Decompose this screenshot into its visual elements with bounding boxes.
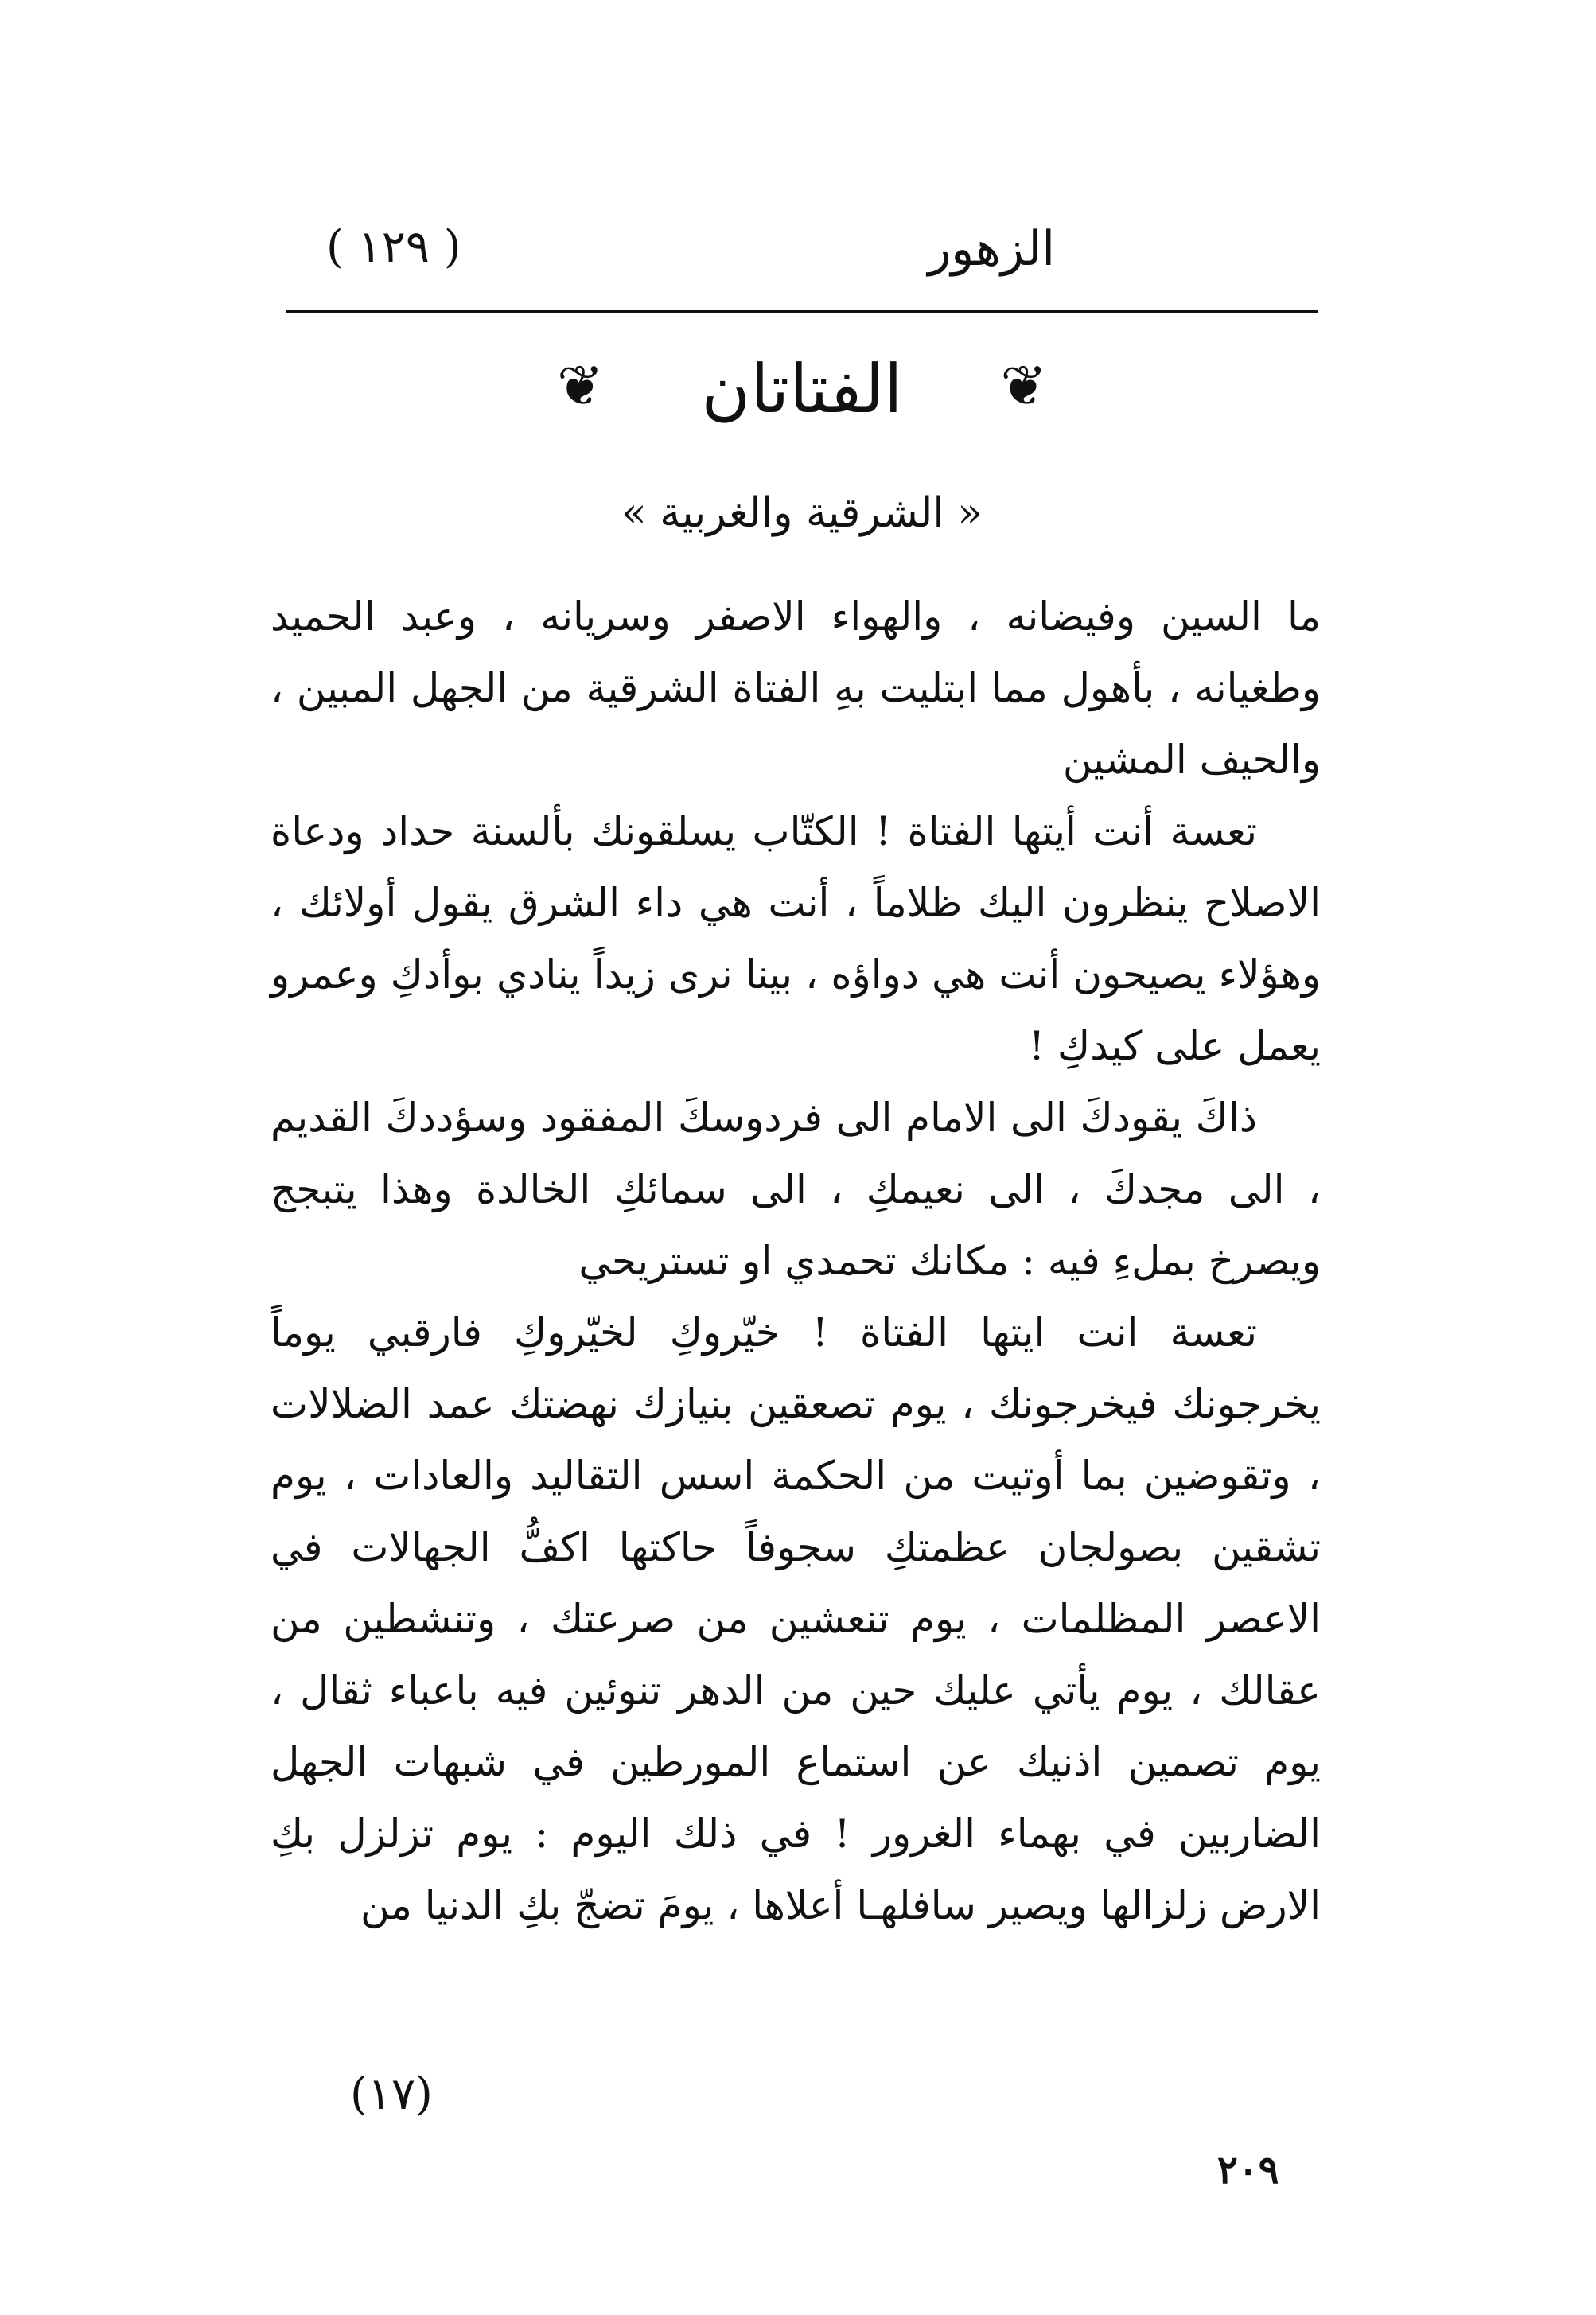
article-body bbox=[271, 581, 1321, 1941]
paragraph-2: تعسة أنت أيتها الفتاة ! الكتّاب يسلقونك بألسنة حداد ودعاة الاصلاح ينظرون اليك ظلاماً ، أنت هي داء الشرق يقول أولائك ، وهؤلاء يصيحون أنت هي دواؤه ، بينا نرى زيداً ينادي بوأدكِ وعمرو يعمل على كيدكِ ! bbox=[271, 808, 1321, 1069]
article-subtitle: « الشرقية والغربية » bbox=[621, 489, 983, 537]
paragraph-3: ذاكَ يقودكَ الى الامام الى فردوسكَ المفقود وسؤددكَ القديم ، الى مجدكَ ، الى نعيمكِ ، الى سمائكِ الخالدة وهذا يتبجج ويصرخ بملءِ فيه : مكانك تحمدي او تستريحي bbox=[271, 1095, 1321, 1284]
article-title: الفتاتان bbox=[701, 350, 903, 428]
left-ornament-icon: ❦ bbox=[557, 353, 604, 418]
running-title: الزهور bbox=[928, 221, 1055, 277]
page-number: ( ١٢٩ ) bbox=[326, 221, 461, 273]
article-title-block bbox=[286, 334, 1318, 469]
signature-number: (١٧) bbox=[350, 2068, 433, 2120]
page-header bbox=[286, 221, 1318, 309]
header-rule bbox=[286, 310, 1318, 313]
paragraph-1: ما السين وفيضانه ، والهواء الاصفر وسريانه ، وعبد الحميد وطغيانه ، بأهول مما ابتليت بهِ الفتاة الشرقية من الجهل المبين ، والحيف المشين bbox=[271, 593, 1321, 783]
paragraph-4: تعسة انت ايتها الفتاة ! خيّروكِ لخيّروكِ فارقبي يوماً يخرجونك فيخرجونك ، يوم تصعقين بنيازك نهضتك عمد الضلالات ، وتقوضين بما أوتيت من الحكمة اسس التقاليد والعادات ، يوم تشقين بصولجان عظمتكِ سجوفاً حاكتها اكفُّ الجهالات في الاعصر المظلمات ، يوم تنعشين من صرعتك ، وتنشطين من عقالك ، يوم يأتي عليك حين من الدهر تنوئين فيه باعباء ثقال ، يوم تصمين اذنيك عن استماع المورطين في شبهات الجهل الضاربين في بهماء الغرور ! في ذلك اليوم : يوم تزلزل بكِ الارض زلزالها ويصير سافلهـا أعلاها ، يومَ تضجّ بكِ الدنيا من bbox=[271, 1309, 1321, 1928]
page-mark: ٢٠٩ bbox=[1217, 2148, 1279, 2192]
right-ornament-icon: ❦ bbox=[1000, 353, 1047, 418]
